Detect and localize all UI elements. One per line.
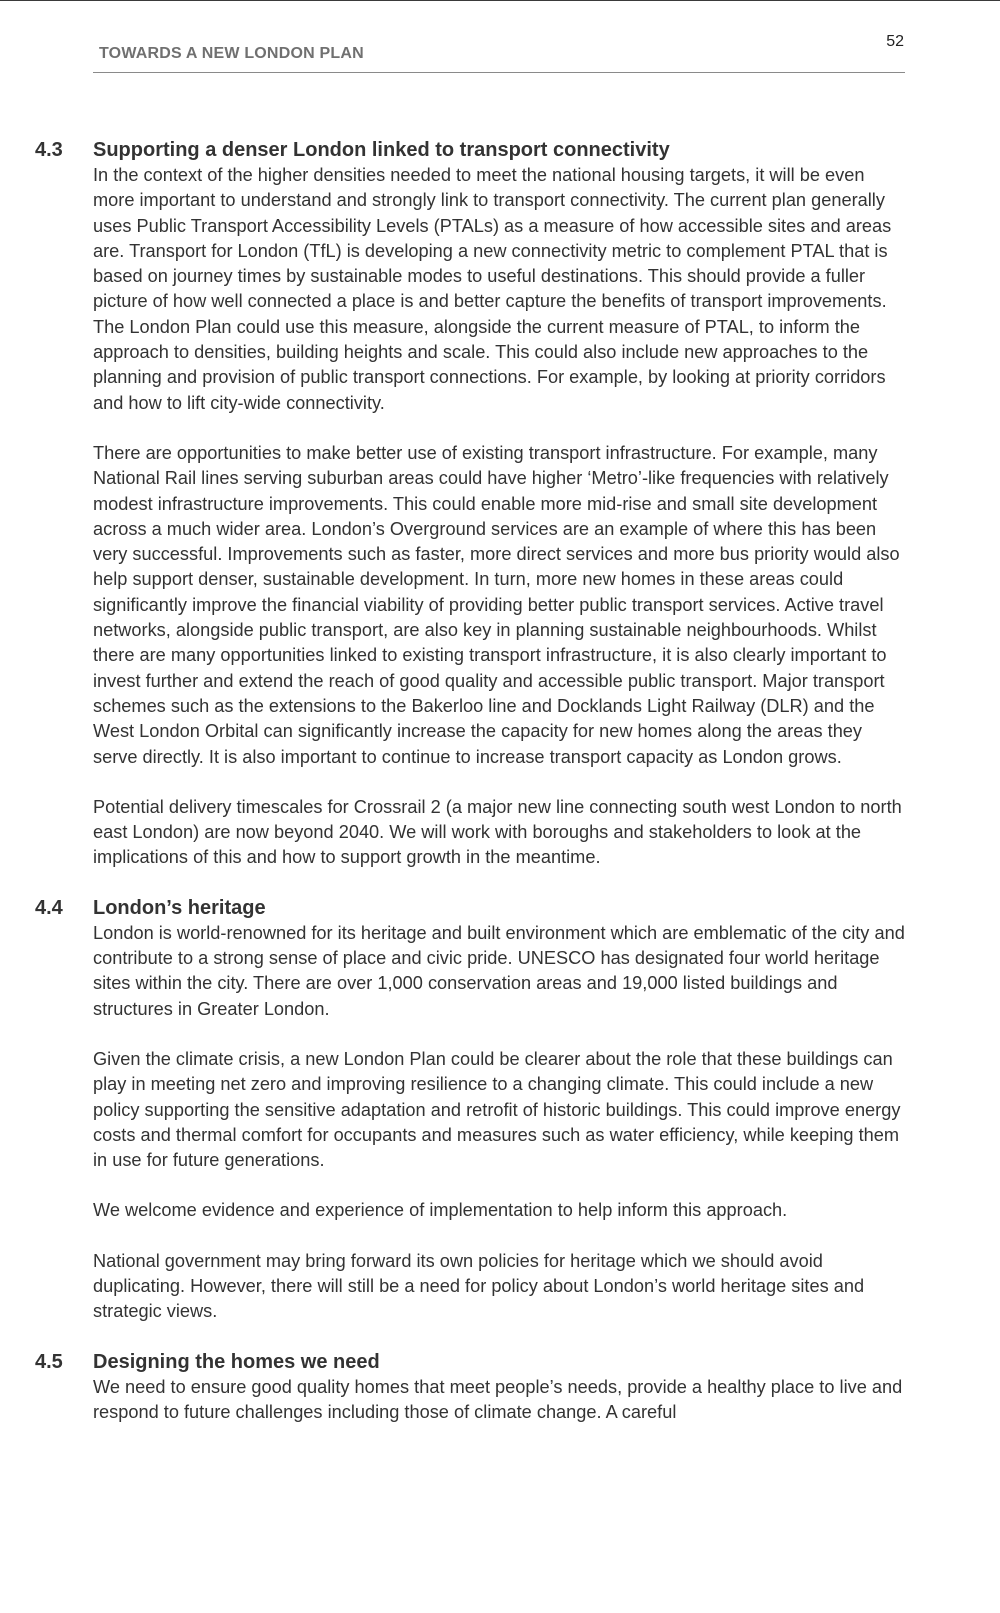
paragraph: We need to ensure good quality homes that meet people’s needs, provide a healthy place to live and respond to future challenges including those of climate change. A careful [93,1376,903,1422]
section-number: 4.5 [35,1350,63,1373]
paragraph: National government may bring forward its own policies for heritage which we should avoid duplicating. However, there will still be a need for policy about London’s world heritage sites and strategic views. [93,1250,865,1322]
paragraph: In the context of the higher densities needed to meet the national housing targets, it will be even more important to understand and strongly link to transport connectivity. The current plan generally uses Public Transport Accessibility Levels (PTALs) as a measure of how accessible sites and areas are. Transport for London (TfL) is developing a new connectivity metric to complement PTAL that is based on journey times by sustainable modes to useful destinations. This should provide a fuller picture of how well connected a place is and better capture the benefits of transport improvements. The London Plan could use this measure, alongside the current measure of PTAL, to inform the approach to densities, building heights and scale. This could also include new approaches to the planning and provision of public transport connections. For example, by looking at priority corridors and how to lift city-wide connectivity. [93,165,892,413]
section-number: 4.3 [35,139,63,161]
section-heading: London’s heritage [93,896,266,919]
section-4-5 [0,1349,1000,1426]
section-4-4 [0,895,1000,1325]
paragraph: We welcome evidence and experience of implementation to help inform this approach. [93,1200,788,1221]
section-heading: Supporting a denser London linked to transport connectivity [93,139,670,161]
section-heading: Designing the homes we need [93,1350,380,1373]
running-header-title: TOWARDS A NEW LONDON PLAN [99,45,364,62]
paragraph: Given the climate crisis, a new London Plan could be clearer about the role that these buildings can play in meeting net zero and improving resilience to a changing climate. This could include a new policy supporting the sensitive adaptation and retrofit of historic buildings. This could improve energy costs and thermal comfort for occupants and measures such as water efficiency, while keeping them in use for future generations. [93,1048,901,1171]
section-number: 4.4 [35,896,63,919]
paragraph: There are opportunities to make better use of existing transport infrastructure. For example, many National Rail lines serving suburban areas could have higher ‘Metro’-like frequencies with relatively modest infrastructure improvements. This could enable more mid-rise and small site development across a much wider area. London’s Overground services are an example of where this has been very successful. Improvements such as faster, more direct services and more bus priority would also help support denser, sustainable development. In turn, more new homes in these areas could significantly improve the financial viability of providing better public transport services. Active travel networks, alongside public transport, are also key in planning sustainable neighbourhoods. Whilst there are many opportunities linked to existing transport infrastructure, it is also clearly important to invest further and extend the reach of good quality and accessible public transport. Major transport schemes such as the extensions to the Bakerloo line and Docklands Light Railway (DLR) and the West London Orbital can significantly increase the capacity for new homes along the areas they serve directly. It is also important to continue to increase transport capacity as London grows. [93,442,900,767]
top-border-line [0,0,1000,1]
paragraph: Potential delivery timescales for Crossrail 2 (a major new line connecting south west London to north east London) are now beyond 2040. We will work with boroughs and stakeholders to look at the implications of this and how to support growth in the meantime. [93,796,902,868]
paragraph: London is world-renowned for its heritage and built environment which are emblematic of the city and contribute to a strong sense of place and civic pride. UNESCO has designated four world heritage sites within the city. There are over 1,000 conservation areas and 19,000 listed buildings and structures in Greater London. [93,922,905,1019]
header-divider [93,72,905,73]
section-4-3 [0,137,1000,871]
page-number: 52 [886,33,904,50]
document-body [0,137,1000,1449]
